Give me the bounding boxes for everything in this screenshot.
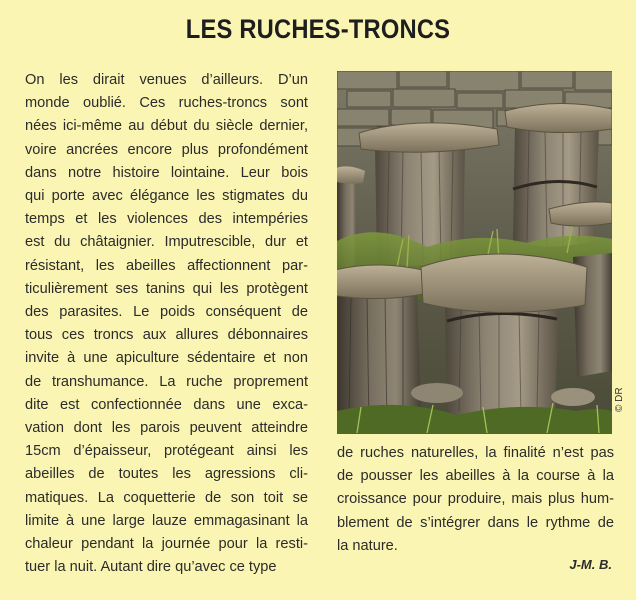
article-body-left xyxy=(25,69,308,579)
body-line: dans notre histoire lointaine. Leur bois xyxy=(25,164,308,181)
body-line: est du châtaignier. Imputrescible, dur et xyxy=(25,234,308,251)
body-line: la nature. xyxy=(337,537,398,554)
body-line: chaleur pendant la journée pour la resti- xyxy=(25,536,308,553)
body-line: croissance pour produire, mais plus hum- xyxy=(337,491,614,508)
body-line: de pousser les abeilles à la course à la xyxy=(337,468,614,485)
body-line: On les dirait venues d’ailleurs. D’un xyxy=(25,72,308,88)
body-line: dite est confectionnée dans une exca- xyxy=(25,396,308,413)
body-line: voire ancrées encore plus profondément xyxy=(25,141,308,158)
body-line: abeilles de toutes les agressions cli- xyxy=(25,466,308,483)
body-line: limite à une large lauze emmagasinant la xyxy=(25,512,308,529)
body-line: nées ici-même au début du siècle dernier, xyxy=(25,118,308,135)
body-line: qui porte avec élégance les stigmates du xyxy=(25,188,308,205)
body-line: des parasites. Le poids conséquent de xyxy=(25,304,308,321)
body-line: de ruches naturelles, la finalité n’est pas xyxy=(337,445,614,461)
body-line: de transhumance. La ruche proprement xyxy=(25,373,308,390)
body-line: tuer la nuit. Autant dire qu’avec ce type xyxy=(25,559,277,576)
body-line: 15cm d’épaisseur, protégeant ainsi les xyxy=(25,443,308,460)
body-line: temps et les violences des intempéries xyxy=(25,211,308,228)
body-line: monde oublié. Ces ruches-troncs sont xyxy=(25,95,308,112)
author-signature: J-M. B. xyxy=(569,557,612,572)
article-body-right xyxy=(337,442,614,558)
article-title: LES RUCHES-TRONCS xyxy=(185,14,451,44)
body-line: matiques. La coquetterie de son toit se xyxy=(25,489,308,506)
body-line: tous ces troncs aux allures débonnaires xyxy=(25,327,308,344)
body-line: résistant, les abeilles affectionnent par- xyxy=(25,257,308,274)
body-line: vation dont les parois peuvent atteindre xyxy=(25,420,308,437)
body-line: blement de s’intégrer dans le rythme de xyxy=(337,514,614,531)
photo-credit: © DR xyxy=(614,387,625,412)
beehive-trunks-photo xyxy=(337,71,612,434)
body-line: ticulièrement ses tanins qui les protègent xyxy=(25,280,308,297)
body-line: invite à une apiculture sédentaire et non xyxy=(25,350,308,367)
